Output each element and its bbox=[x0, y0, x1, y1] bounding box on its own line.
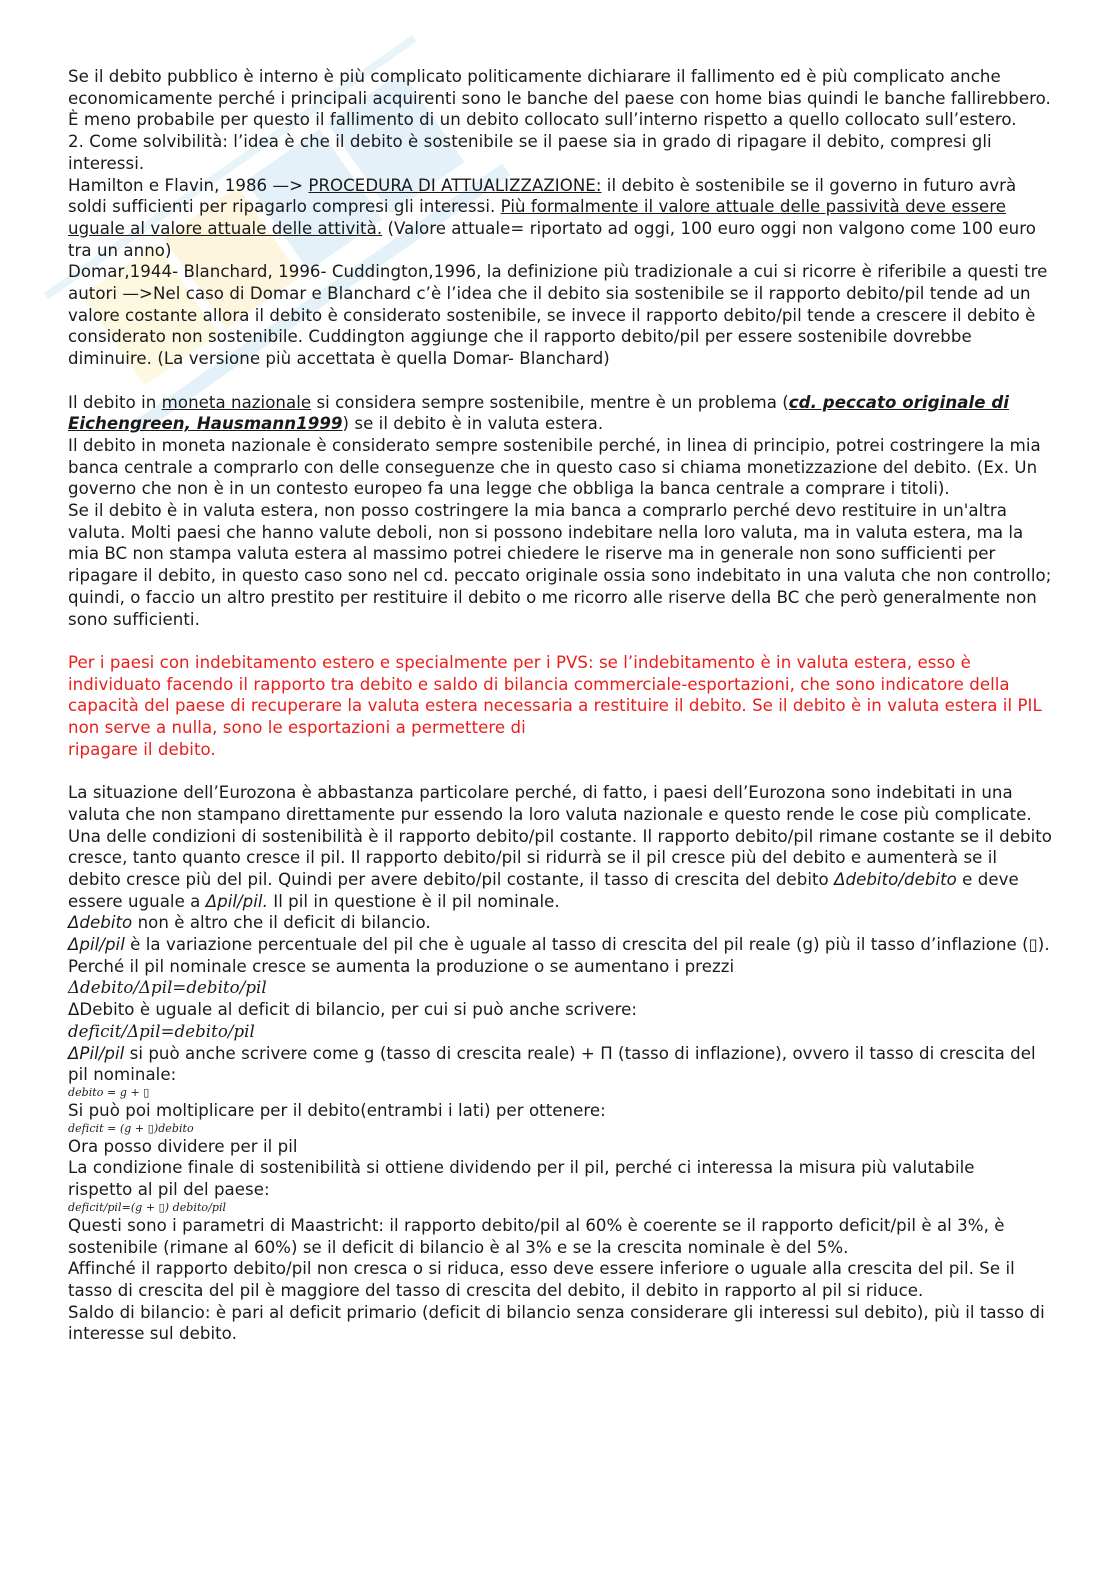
paragraph-solvibilita: 2. Come solvibilità: l’idea è che il debito è sostenibile se il paese sia in grado di ripagare il debito, compresi gli interessi. bbox=[68, 132, 992, 173]
paragraph-condizioni-sostenibilita: Una delle condizioni di sostenibilità è il rapporto debito/pil costante. Il rapporto debito/pil rimane costante se il debito cresce, tanto quanto cresce il pil. Il rapporto debito/pil si ridurrà se il pil cresce più del debito e aumenterà se il debito cresce più del pil. Quindi per avere debito/pil costante, il tasso di crescita del debito Δdebito/debito e deve essere uguale a Δpil/pil. Il pil in questione è il pil nominale. bbox=[68, 826, 1053, 911]
paragraph-condizione-finale: La condizione finale di sostenibilità si ottiene dividendo per il pil, perché ci interessa la misura più valutabile bbox=[68, 1158, 975, 1178]
formula-1: Δdebito/Δpil=debito/pil bbox=[68, 978, 267, 998]
paragraph-maastricht: Questi sono i parametri di Maastricht: il rapporto debito/pil al 60% è coerente se il rapporto deficit/pil è al 3%, è sostenibile (rimane al 60%) se il deficit di bilancio è al 3% e se la crescita nominale è del 5%. bbox=[68, 1215, 1005, 1257]
paragraph-deficit-bilancio: ΔDebito è uguale al deficit di bilancio, per cui si può anche scrivere: bbox=[68, 1000, 638, 1020]
paragraph-eurozona: La situazione dell’Eurozona è abbastanza particolare perché, di fatto, i paesi dell’Eurozona sono indebitati in una valuta che non stampano direttamente pur essendo la loro valuta nazionale e questo rende le cose più complicate. bbox=[68, 783, 1032, 824]
formula-2: deficit/Δpil=debito/pil bbox=[68, 1021, 255, 1041]
paragraph-moneta-nazionale: Il debito in moneta nazionale si considera sempre sostenibile, mentre è un problema (cd. peccato originale di Eichengreen, Hausmann1999) se il debito è in valuta estera. bbox=[68, 392, 1010, 434]
paragraph-domar-blanchard: Domar,1944- Blanchard, 1996- Cuddington,1996, la definizione più tradizionale a cui si ricorre è riferibile a questi tre autori —>Nel caso di Domar e Blanchard c’è l’idea che il debito sia sostenibile se il rapporto debito/pil tende ad un valore costante allora il debito è considerato sostenibile, se invece il rapporto debito/pil tende a crescere il debito è considerato non sostenibile. Cuddington aggiunge che il rapporto debito/pil per essere sostenibile dovrebbe diminuire. (La versione più accettata è quella Domar- Blanchard) bbox=[68, 262, 1048, 369]
paragraph-debito-interno: Se il debito pubblico è interno è più complicato politicamente dichiarare il fallimento ed è più complicato anche economicamente perché i principali acquirenti sono le banche del paese con home bias quindi le banche fallirebbero. È meno probabile per questo il fallimento di un debito collocato sull’interno rispetto a quello collocato sull’estero. bbox=[68, 67, 1051, 130]
paragraph-dividere: Ora posso dividere per il pil bbox=[68, 1136, 298, 1156]
paragraph-saldo-bilancio: Saldo di bilancio: è pari al deficit primario (deficit di bilancio senza considerare gli interessi sul debito), più il tasso di interesse sul debito. bbox=[68, 1302, 1045, 1344]
definizione-formale: Più formalmente il valore attuale delle passività deve essere uguale al valore attuale delle attività. bbox=[68, 197, 1007, 238]
formula-5: deficit/pil=(g + ▯) debito/pil bbox=[68, 1200, 227, 1214]
moneta-nazionale-term: moneta nazionale bbox=[161, 392, 312, 412]
paragraph-crescita: Affinché il rapporto debito/pil non cresca o si riduca, esso deve essere inferiore o uguale alla crescita del pil. Se il tasso di crescita del pil è maggiore del tasso di crescita del debito, il debito in rapporto al pil si riduce. bbox=[68, 1259, 1015, 1300]
paragraph-hamilton-flavin: Hamilton e Flavin, 1986 —> PROCEDURA DI ATTUALIZZAZIONE: il debito è sostenibile se il governo in futuro avrà soldi sufficienti per ripagarlo compresi gli interessi. Più formalmente il valore attuale delle passività deve essere uguale al valore attuale delle attività. (Valore attuale= riportato ad oggi, 100 euro oggi non valgono come 100 euro tra un anno) bbox=[68, 175, 1036, 260]
paragraph-rispetto-pil: rispetto al pil del paese: bbox=[68, 1180, 270, 1200]
procedura-attualizzazione: PROCEDURA DI ATTUALIZZAZIONE: bbox=[308, 175, 602, 195]
formula-4: deficit = (g + ▯)debito bbox=[68, 1121, 194, 1135]
paragraph-moltiplicare: Si può poi moltiplicare per il debito(entrambi i lati) per ottenere: bbox=[68, 1101, 606, 1120]
paragraph-pil-nominale: ΔPil/pil si può anche scrivere come g (tasso di crescita reale) + Π (tasso di inflazione), ovvero il tasso di crescita del pil nominale: bbox=[68, 1043, 1036, 1085]
formula-3: debito = g + ▯ bbox=[68, 1086, 150, 1099]
paragraph-monetizzazione: Il debito in moneta nazionale è considerato sempre sostenibile perché, in linea di principio, potrei costringere la mia banca centrale a comprarlo con delle conseguenze che in questo caso si chiama monetizzazione del debito. (Ex. Un governo che non è in un contesto europeo fa una legge che obbliga la banca centrale a comprare i titoli). bbox=[68, 435, 1041, 499]
peccato-originale-reference: cd. peccato originale di Eichengreen, Hausmann1999 bbox=[68, 392, 1010, 434]
paragraph-pvs-red: Per i paesi con indebitamento estero e specialmente per i PVS: se l’indebitamento è in valuta estera, esso è individuato facendo il rapporto tra debito e saldo di bilancia commerciale-esportazioni, che sono indicatore della capacità del paese di recuperare la valuta estera necessaria a restituire il debito. Se il debito è in valuta estera il PIL non serve a nulla, sono le esportazioni a permettere di bbox=[68, 652, 1042, 738]
paragraph-delta-debito: Δdebito non è altro che il deficit di bilancio. bbox=[68, 913, 431, 933]
document-body bbox=[68, 66, 1053, 1345]
paragraph-delta-pil: Δpil/pil è la variazione percentuale del pil che è uguale al tasso di crescita del pil reale (g) più il tasso d’inflazione (▯). Perché il pil nominale cresce se aumenta la produzione o se aumentano i prezzi bbox=[68, 935, 1050, 976]
paragraph-pvs-red-end: ripagare il debito. bbox=[68, 739, 216, 759]
paragraph-valuta-estera: Se il debito è in valuta estera, non posso costringere la mia banca a comprarlo perché devo restituire in un'altra valuta. Molti paesi che hanno valute deboli, non si possono indebitare nella loro valuta, ma in valuta estera, ma la mia BC non stampa valuta estera al massimo potrei chiedere le riserve ma in generale non sono sufficienti per ripagare il debito, in questo caso sono nel cd. peccato originale ossia sono indebitato in una valuta che non controllo; quindi, o faccio un altro prestito per restituire il debito o me ricorro alle riserve della BC che però generalmente non sono sufficienti. bbox=[68, 501, 1052, 629]
